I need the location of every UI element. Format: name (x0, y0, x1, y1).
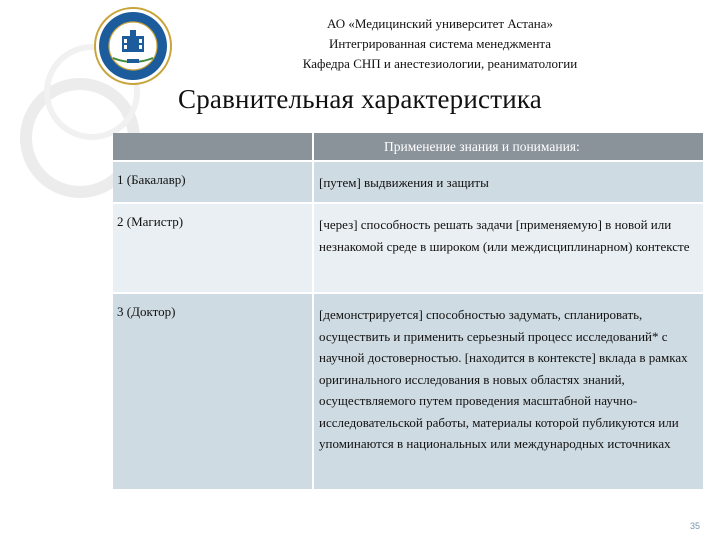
header-line-organization: АО «Медицинский университет Астана» (326, 16, 554, 31)
level-cell: 3 (Доктор) (113, 293, 313, 489)
page-number: 35 (690, 521, 701, 531)
university-logo (93, 6, 173, 86)
description-cell: [путем] выдвижения и защиты (313, 161, 703, 203)
table-row (113, 203, 703, 293)
table-header-row (113, 133, 703, 161)
table-row (113, 293, 703, 489)
table-header-empty (113, 133, 313, 161)
page-title: Сравнительная характеристика (178, 84, 542, 114)
header-line-system: Интегрированная система менеджмента (328, 36, 552, 51)
table-row (113, 161, 703, 203)
header (250, 14, 630, 74)
description-cell: [демонстрируется] способностью задумать, спланировать, осуществить и применить серьезный процесс исследований* с научной достоверностью. [находится в контексте] вклада в рамках оригинального исследования в новых областях знаний, осуществляемого путем проведения масштабной научно-исследовательской работы, материалы которой публикуются или упоминаются в национальных или международных источниках (313, 293, 703, 489)
comparison-table (113, 133, 703, 489)
header-line-department: Кафедра СНП и анестезиологии, реаниматологии (302, 56, 578, 71)
table-header-cell: Применение знания и понимания: (313, 133, 703, 161)
description-cell: [через] способность решать задачи [применяемую] в новой или незнакомой среде в широком (или междисциплинарном) контексте (313, 203, 703, 293)
level-cell: 2 (Магистр) (113, 203, 313, 293)
level-cell: 1 (Бакалавр) (113, 161, 313, 203)
